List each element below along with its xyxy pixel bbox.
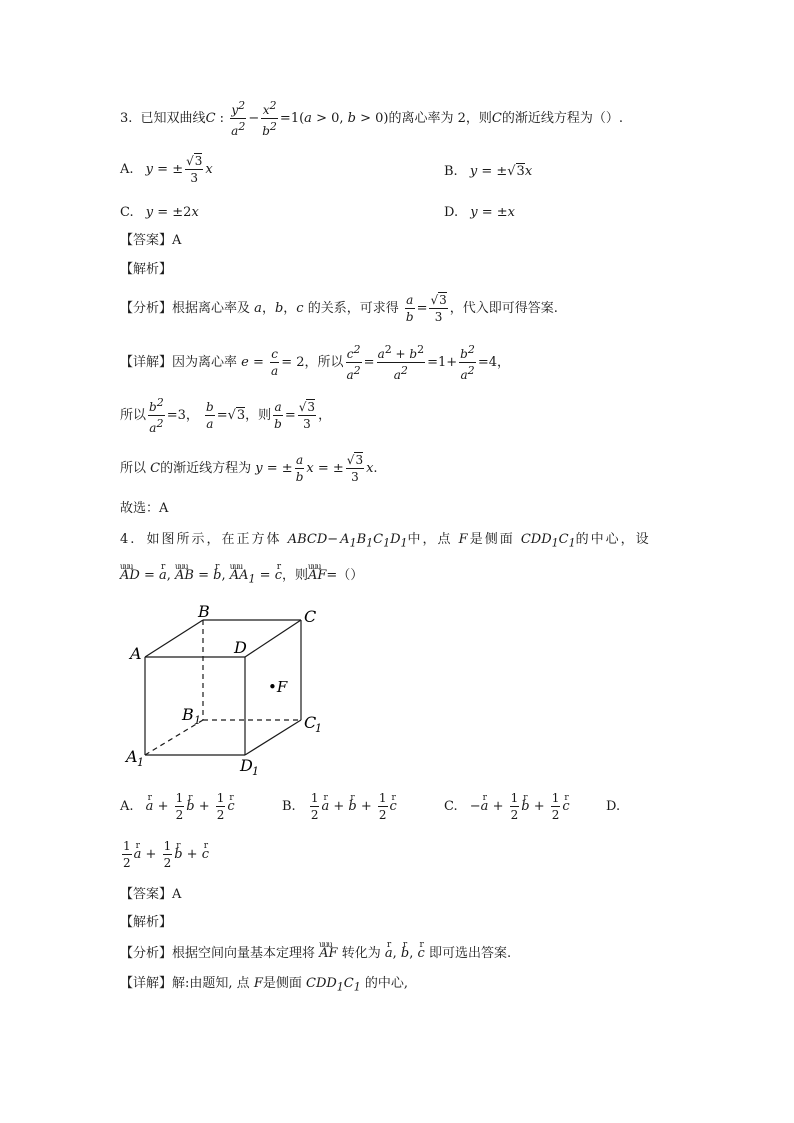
- q4-stem-text-a: 如图所示，在正方体: [146, 532, 282, 547]
- q3-analysis-tag: 【解析】: [120, 262, 173, 277]
- q3-guxuan: 故选：A: [120, 501, 169, 516]
- q3-option-b-label: B.: [444, 164, 458, 179]
- q4-stem-text-b: 中，点: [407, 532, 453, 547]
- edge-d1c1: [245, 720, 301, 755]
- q3-stem-text-c: 的渐近线方程为（）.: [501, 111, 623, 126]
- label-a1: A: [126, 747, 138, 766]
- q3-line3-text-b: 的渐近线方程为: [160, 461, 252, 476]
- q3-option-a-label: A.: [120, 162, 134, 177]
- q3-line2: 所以 $\frac{b^2}{a^2}$ =3， $\frac{b}{a}$ =√3，则 $\frac{a}{b}$ = $\frac{√3}{3}$ ，: [120, 396, 332, 435]
- q3-answer-tag: 【答案】: [120, 233, 173, 248]
- q4-fenxi-tag: 【分析】: [120, 946, 173, 961]
- q3-number: 3.: [120, 111, 133, 126]
- edge-dc: [245, 620, 301, 657]
- label-b: B: [198, 602, 210, 621]
- q4-option-a-label: A.: [120, 799, 134, 814]
- q3-line3-text-a: 所以: [120, 461, 147, 476]
- q4-xiangjie: 【详解】解:由题知, 点 F是侧面 $CDD_1C_1$ 的中心,: [120, 976, 409, 994]
- q4-answer-value: A: [172, 887, 182, 902]
- q3-option-c: C. y = ±2x: [120, 205, 199, 220]
- q3-answer: [120, 230, 181, 252]
- label-f: •F: [268, 678, 288, 696]
- q3-line3: 所以 C的渐近线方程为 y = ± $\frac{a}{b}$ x = ± $\frac{√3}{3}$ x.: [120, 453, 378, 484]
- q4-xiangjie-text-c: 的中心,: [364, 976, 409, 991]
- q3-line2-text-a: 所以: [120, 408, 147, 423]
- label-b1-sub: 1: [194, 714, 201, 727]
- q4-option-c-label: C.: [444, 799, 458, 814]
- q3-xiangjie: 【详解】因为离心率 e = $\frac{c}{a}$ = 2，所以 $\frac{c^2}{a^2}$ = $\frac{a^2 + b^2}{a^2}$ =1+ $\frac{b^2}{a^2}$ =4，: [120, 343, 511, 382]
- q4-stem-text-e: ，则: [281, 568, 308, 583]
- q4-fenxi-text-b: 转化为: [341, 946, 381, 961]
- q3-fenxi-text-b: 的关系，可求得: [307, 301, 399, 316]
- q4-xiangjie-text-b: 是侧面: [262, 976, 302, 991]
- q3-option-d-label: D.: [444, 205, 459, 220]
- q3-option-d: D. y = ±x: [444, 205, 515, 220]
- q4-xiangjie-tag: 【详解】: [120, 976, 173, 991]
- label-a: A: [130, 644, 142, 663]
- q3-stem: 3. 已知双曲线C : $\frac{y^2}{a^2}$ − $\frac{x^2}{b^2}$ =1(a > 0, b > 0)的离心率为 2，则C的渐近线方程为（）.: [120, 99, 623, 138]
- q3-fenxi-text-c: ，代入即可得答案.: [449, 301, 558, 316]
- q4-answer: [120, 884, 181, 906]
- q3-option-b: B. y = ±√3x: [444, 164, 533, 179]
- q4-xiangjie-text-a: 解:由题知, 点: [172, 976, 250, 991]
- q3-stem-text-b: 的离心率为 2，则: [388, 111, 492, 126]
- q3-option-c-label: C.: [120, 205, 134, 220]
- q4-option-c: C. −r a + $\frac{1}{2}$ r b + $\frac{1}{2}$ r c: [444, 790, 570, 824]
- q4-option-d-expr: $\frac{1}{2}$ r a + $\frac{1}{2}$ r b + r c: [120, 838, 209, 872]
- q4-stem-text-c: 是侧面: [469, 532, 515, 547]
- cube-figure: [118, 600, 338, 780]
- q4-fenxi-text-c: 即可选出答案.: [428, 946, 512, 961]
- q3-fenxi-text-a: 根据离心率及: [172, 301, 251, 316]
- q4-option-b: B. $\frac{1}{2}$ r a + r b + $\frac{1}{2}$ r c: [282, 790, 397, 824]
- q3-option-a: A. y = ± $\frac{√3}{3}$ x: [120, 154, 213, 185]
- q3-stem-text-a: 已知双曲线: [140, 111, 206, 126]
- label-b1: B: [182, 705, 194, 724]
- q4-stem-text-f: =（）: [326, 568, 364, 583]
- q4-option-d-label: D.: [606, 799, 621, 814]
- label-c1: C: [304, 713, 317, 732]
- q3-xiangjie-text-b: ，所以: [304, 355, 344, 370]
- q4-analysis-tag: 【解析】: [120, 915, 173, 930]
- q3-answer-value: A: [172, 233, 182, 248]
- q4-option-d: [606, 797, 620, 817]
- q4-stem: 4. 如图所示，在正方体 $ABCD-A_1B_1C_1D_1$中，点 F是侧面 $CDD_1C_1$的中心，设: [120, 532, 651, 550]
- label-c: C: [304, 607, 317, 626]
- q3-xiangjie-tag: 【详解】: [120, 355, 173, 370]
- label-d1: D: [240, 756, 253, 775]
- label-c1-sub: 1: [315, 722, 322, 735]
- q3-fenxi-tag: 【分析】: [120, 301, 173, 316]
- label-d1-sub: 1: [252, 765, 259, 778]
- q3-fenxi: 【分析】根据离心率及 a，b，c 的关系，可求得 $\frac{a}{b}$ = $\frac{√3}{3}$ ，代入即可得答案.: [120, 293, 558, 324]
- label-d: D: [234, 638, 247, 657]
- q4-fenxi: 【分析】根据空间向量基本定理将 uuu AF 转化为 r a, r b, r c 即可选出答案.: [120, 942, 511, 966]
- q4-number: 4.: [120, 532, 137, 547]
- q3-line2-text-b: ，则: [245, 408, 272, 423]
- q4-option-b-label: B.: [282, 799, 296, 814]
- q3-xiangjie-text-a: 因为离心率: [172, 355, 238, 370]
- q4-stem-line2: uuu AD = r a, uuu AB = r b, uuu $AA_1 = r$ c，则uuu AF=（）: [120, 565, 363, 591]
- q4-fenxi-text-a: 根据空间向量基本定理将: [172, 946, 316, 961]
- q4-answer-tag: 【答案】: [120, 887, 173, 902]
- edge-ab: [145, 620, 203, 657]
- label-a1-sub: 1: [137, 756, 144, 769]
- q4-stem-text-d: 的中心，设: [575, 532, 651, 547]
- q4-option-a: A. r a + $\frac{1}{2}$ r b + $\frac{1}{2}$ r c: [120, 790, 235, 824]
